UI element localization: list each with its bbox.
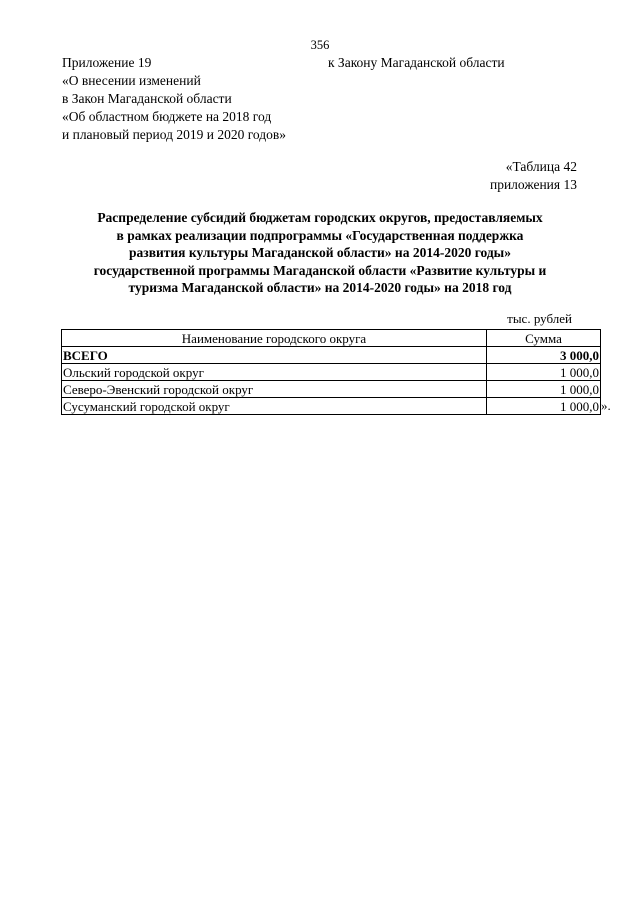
district-amount-value: 1 000,0 (560, 398, 599, 414)
table-total-row (62, 347, 601, 364)
total-amount: 3 000,0 (487, 347, 601, 364)
appendix-line: в Закон Магаданской области (62, 91, 232, 106)
district-amount: 1 000,0 (487, 381, 601, 398)
appendix-header (62, 54, 286, 144)
table-header-row (62, 330, 601, 347)
district-name: Ольский городской округ (62, 364, 487, 381)
table-reference-line: «Таблица 42 (505, 159, 577, 174)
subsidy-table (61, 329, 611, 415)
appendix-line: «Об областном бюджете на 2018 год (62, 109, 272, 124)
title-line: Распределение субсидий бюджетам городских округов, предоставляемых (97, 210, 543, 225)
document-title (56, 209, 584, 297)
title-line: в рамках реализации подпрограммы «Государственная поддержка (116, 227, 524, 243)
table-row (62, 364, 601, 381)
column-header-name: Наименование городского округа (62, 330, 487, 347)
title-line: государственной программы Магаданской области «Развитие культуры и (93, 262, 547, 278)
title-line: развития культуры Магаданской области» на 2014-2020 годы» (129, 245, 511, 260)
law-reference: к Закону Магаданской области (328, 55, 505, 70)
page-number: 356 (310, 38, 330, 52)
district-amount: 1 000,0 (487, 364, 601, 381)
district-name: Сусуманский городской округ (62, 398, 487, 415)
table-reference (490, 158, 577, 194)
title-line: туризма Магаданской области» на 2014-2020 годы» на 2018 год (128, 280, 512, 295)
table-reference-line: приложения 13 (489, 177, 577, 192)
district-amount-last (487, 398, 611, 415)
table-row (62, 381, 601, 398)
column-header-amount: Сумма (487, 330, 601, 347)
district-name: Северо-Эвенский городской округ (62, 381, 487, 398)
appendix-number: Приложение 19 (62, 55, 152, 70)
closing-quote: ». (601, 398, 611, 413)
table-row (62, 398, 601, 415)
appendix-line: и плановый период 2019 и 2020 годов» (62, 127, 287, 142)
appendix-line: «О внесении изменений (62, 73, 201, 88)
units-label: тыс. рублей (507, 311, 572, 326)
total-label: ВСЕГО (62, 347, 487, 364)
